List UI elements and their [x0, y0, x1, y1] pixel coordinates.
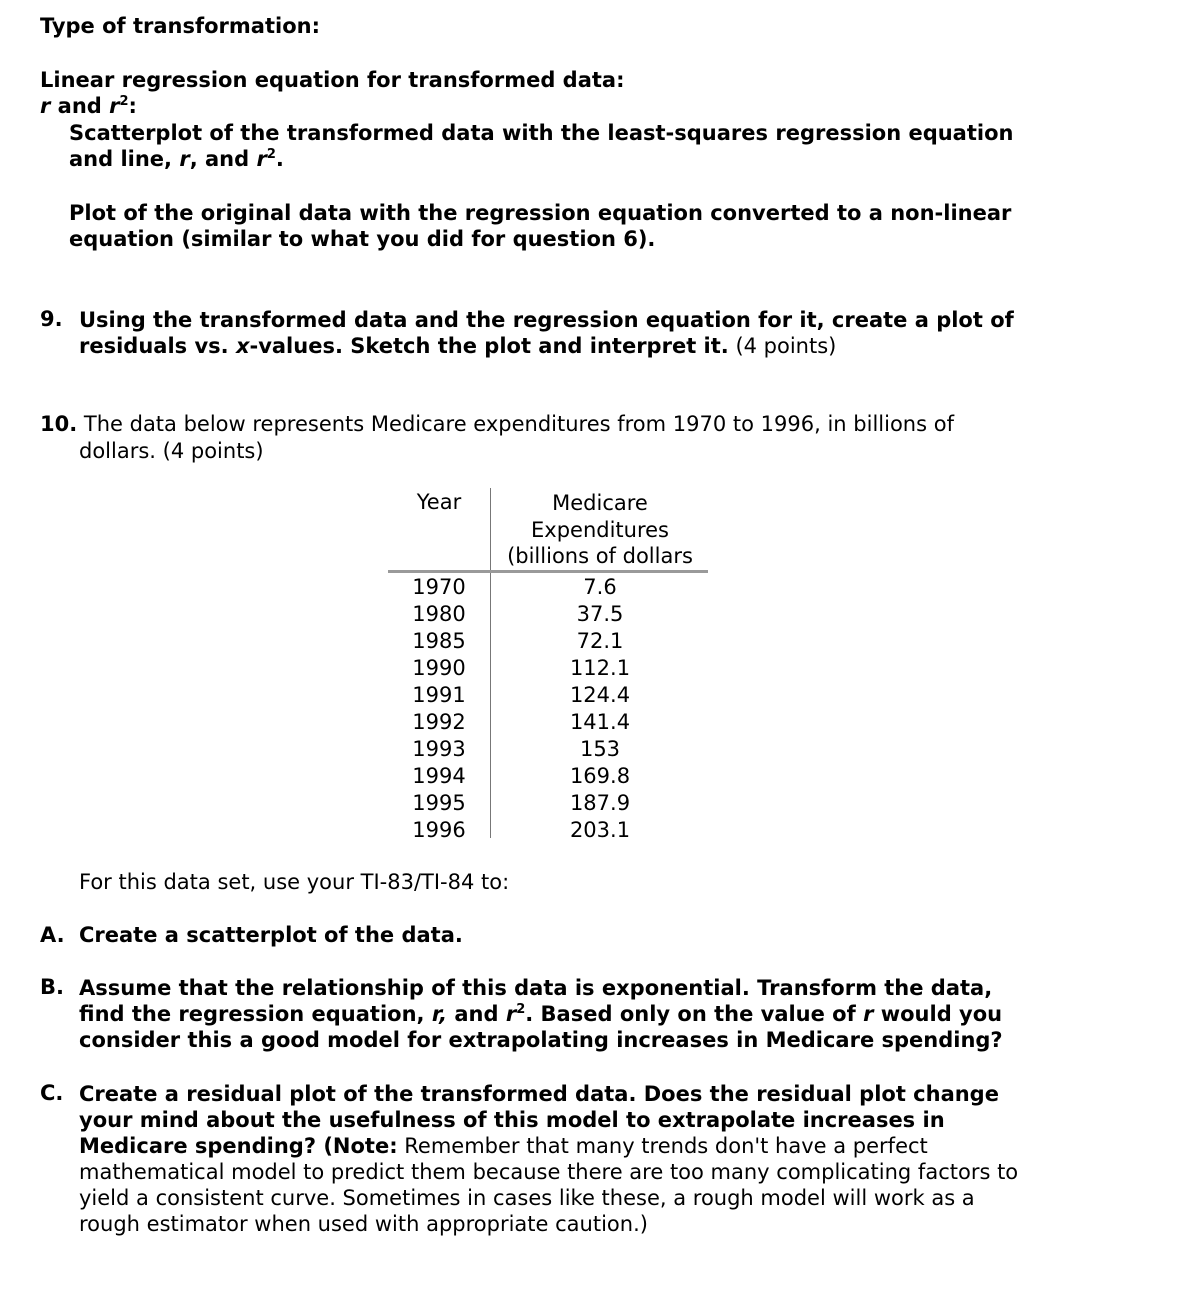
- part-a-text: Create a scatterplot of the data.: [79, 923, 463, 947]
- part-b-r2: r: [505, 1002, 517, 1026]
- part-c-line-6: rough estimator when used with appropriate caution.): [79, 1212, 648, 1236]
- expenditure-cell: 203.1: [569, 818, 631, 842]
- part-b-label: B.: [40, 975, 64, 999]
- scatterplot-r: r: [179, 147, 190, 171]
- part-b-r2-exp: 2: [516, 1002, 526, 1017]
- scatterplot-line-2-end: .: [275, 147, 284, 171]
- r-and-r2-heading: [40, 94, 137, 118]
- linear-regression-heading: Linear regression equation for transformed data:: [40, 68, 625, 92]
- year-cell: 1991: [412, 683, 466, 707]
- expenditure-column: [492, 574, 708, 844]
- r-symbol: r: [40, 94, 51, 118]
- part-b-line-2-pre: find the regression equation,: [79, 1002, 432, 1026]
- table-vertical-divider: [490, 488, 491, 838]
- q10-number: 10.: [40, 412, 78, 436]
- part-c-line-1: Create a residual plot of the transformed data. Does the residual plot change: [79, 1082, 999, 1106]
- year-cell: 1994: [412, 764, 466, 788]
- year-cell: 1995: [412, 791, 466, 815]
- q9-line-2-post: -values. Sketch the plot and interpret it.: [249, 334, 729, 358]
- q10-line-2: dollars. (4 points): [79, 439, 264, 463]
- year-cell: 1980: [412, 602, 466, 626]
- table-header-divider: [388, 570, 708, 573]
- q9-text: [79, 307, 1014, 359]
- expenditure-cell: 37.5: [576, 602, 624, 626]
- part-b-r-value: r: [863, 1002, 874, 1026]
- part-c-line-2: your mind about the usefulness of this model to extrapolate increases in: [79, 1108, 945, 1132]
- expenditure-cell: 124.4: [569, 683, 631, 707]
- part-b-line-2-mid: and: [447, 1002, 506, 1026]
- year-cell: 1985: [412, 629, 466, 653]
- part-b-line-2-post: . Based only on the value of: [525, 1002, 864, 1026]
- part-b-text: [79, 975, 1003, 1053]
- colon: :: [128, 94, 137, 118]
- part-a-label: A.: [40, 923, 65, 947]
- q9-x: x: [235, 334, 250, 358]
- expenditure-cell: 7.6: [583, 575, 617, 599]
- plot-original-requirement: [69, 200, 1011, 252]
- part-c-line-5: yield a consistent curve. Sometimes in cases like these, a rough model will work as a: [79, 1186, 975, 1210]
- scatterplot-r2: r: [256, 147, 267, 171]
- scatterplot-r2-exp: 2: [266, 147, 276, 162]
- expenditure-cell: 187.9: [569, 791, 631, 815]
- expenditure-cell: 72.1: [576, 629, 624, 653]
- scatterplot-requirement: [69, 120, 1013, 172]
- part-b-line-1: Assume that the relationship of this data is exponential. Transform the data,: [79, 976, 993, 1000]
- scatterplot-line-1: Scatterplot of the transformed data with the least-squares regression equation: [69, 121, 1014, 145]
- part-b-line-2-end: would you: [873, 1002, 1003, 1026]
- medicare-table: [388, 488, 708, 840]
- expenditure-cell: 112.1: [569, 656, 631, 680]
- medicare-header-line: (billions of dollars: [507, 544, 693, 568]
- medicare-header-line: Medicare: [552, 491, 648, 515]
- q9-line-1: Using the transformed data and the regression equation for it, create a plot of: [79, 308, 1014, 332]
- q9-number: 9.: [40, 307, 63, 331]
- part-c-line-3-bold: Medicare spending? (Note:: [79, 1134, 398, 1158]
- expenditure-cell: 141.4: [569, 710, 631, 734]
- part-c-label: C.: [40, 1081, 64, 1105]
- r2-symbol: r: [109, 94, 120, 118]
- calculator-instruction: For this data set, use your TI-83/TI-84 to:: [79, 870, 510, 894]
- part-b-line-2: [79, 1001, 1003, 1027]
- q10-line-1-wrap: [40, 411, 954, 437]
- part-c-line-3-rest: Remember that many trends don't have a perfect: [397, 1134, 928, 1158]
- q9-points: (4 points): [728, 334, 837, 358]
- part-c-line-3: [79, 1133, 1018, 1159]
- year-column: [388, 574, 490, 844]
- part-b-r: r,: [431, 1002, 448, 1026]
- scatterplot-line-2-pre: and line,: [69, 147, 180, 171]
- part-c-line-4: mathematical model to predict them because there are too many complicating factors to: [79, 1160, 1019, 1184]
- expenditure-cell: 169.8: [569, 764, 631, 788]
- year-header: Year: [416, 490, 462, 514]
- year-cell: 1970: [412, 575, 466, 599]
- q10-line-1: The data below represents Medicare expenditures from 1970 to 1996, in billions of: [77, 412, 954, 436]
- expenditure-cell: 153: [579, 737, 621, 761]
- part-b-line-3: consider this a good model for extrapolating increases in Medicare spending?: [79, 1028, 1003, 1052]
- scatterplot-line-2: [69, 146, 1013, 172]
- scatterplot-line-2-mid: , and: [189, 147, 257, 171]
- and-word: and: [50, 94, 110, 118]
- type-of-transformation-heading: Type of transformation:: [40, 14, 320, 38]
- q9-line-2-pre: residuals vs.: [79, 334, 236, 358]
- plot-original-line-2: equation (similar to what you did for question 6).: [69, 227, 656, 251]
- medicare-header: [492, 490, 708, 570]
- year-cell: 1990: [412, 656, 466, 680]
- q9-line-2: [79, 333, 1014, 359]
- year-cell: 1993: [412, 737, 466, 761]
- plot-original-line-1: Plot of the original data with the regression equation converted to a non-linear: [69, 201, 1012, 225]
- year-cell: 1992: [412, 710, 466, 734]
- part-c-text: [79, 1081, 1018, 1237]
- medicare-header-line: Expenditures: [531, 517, 669, 542]
- year-cell: 1996: [412, 818, 466, 842]
- r2-exponent: 2: [119, 94, 129, 109]
